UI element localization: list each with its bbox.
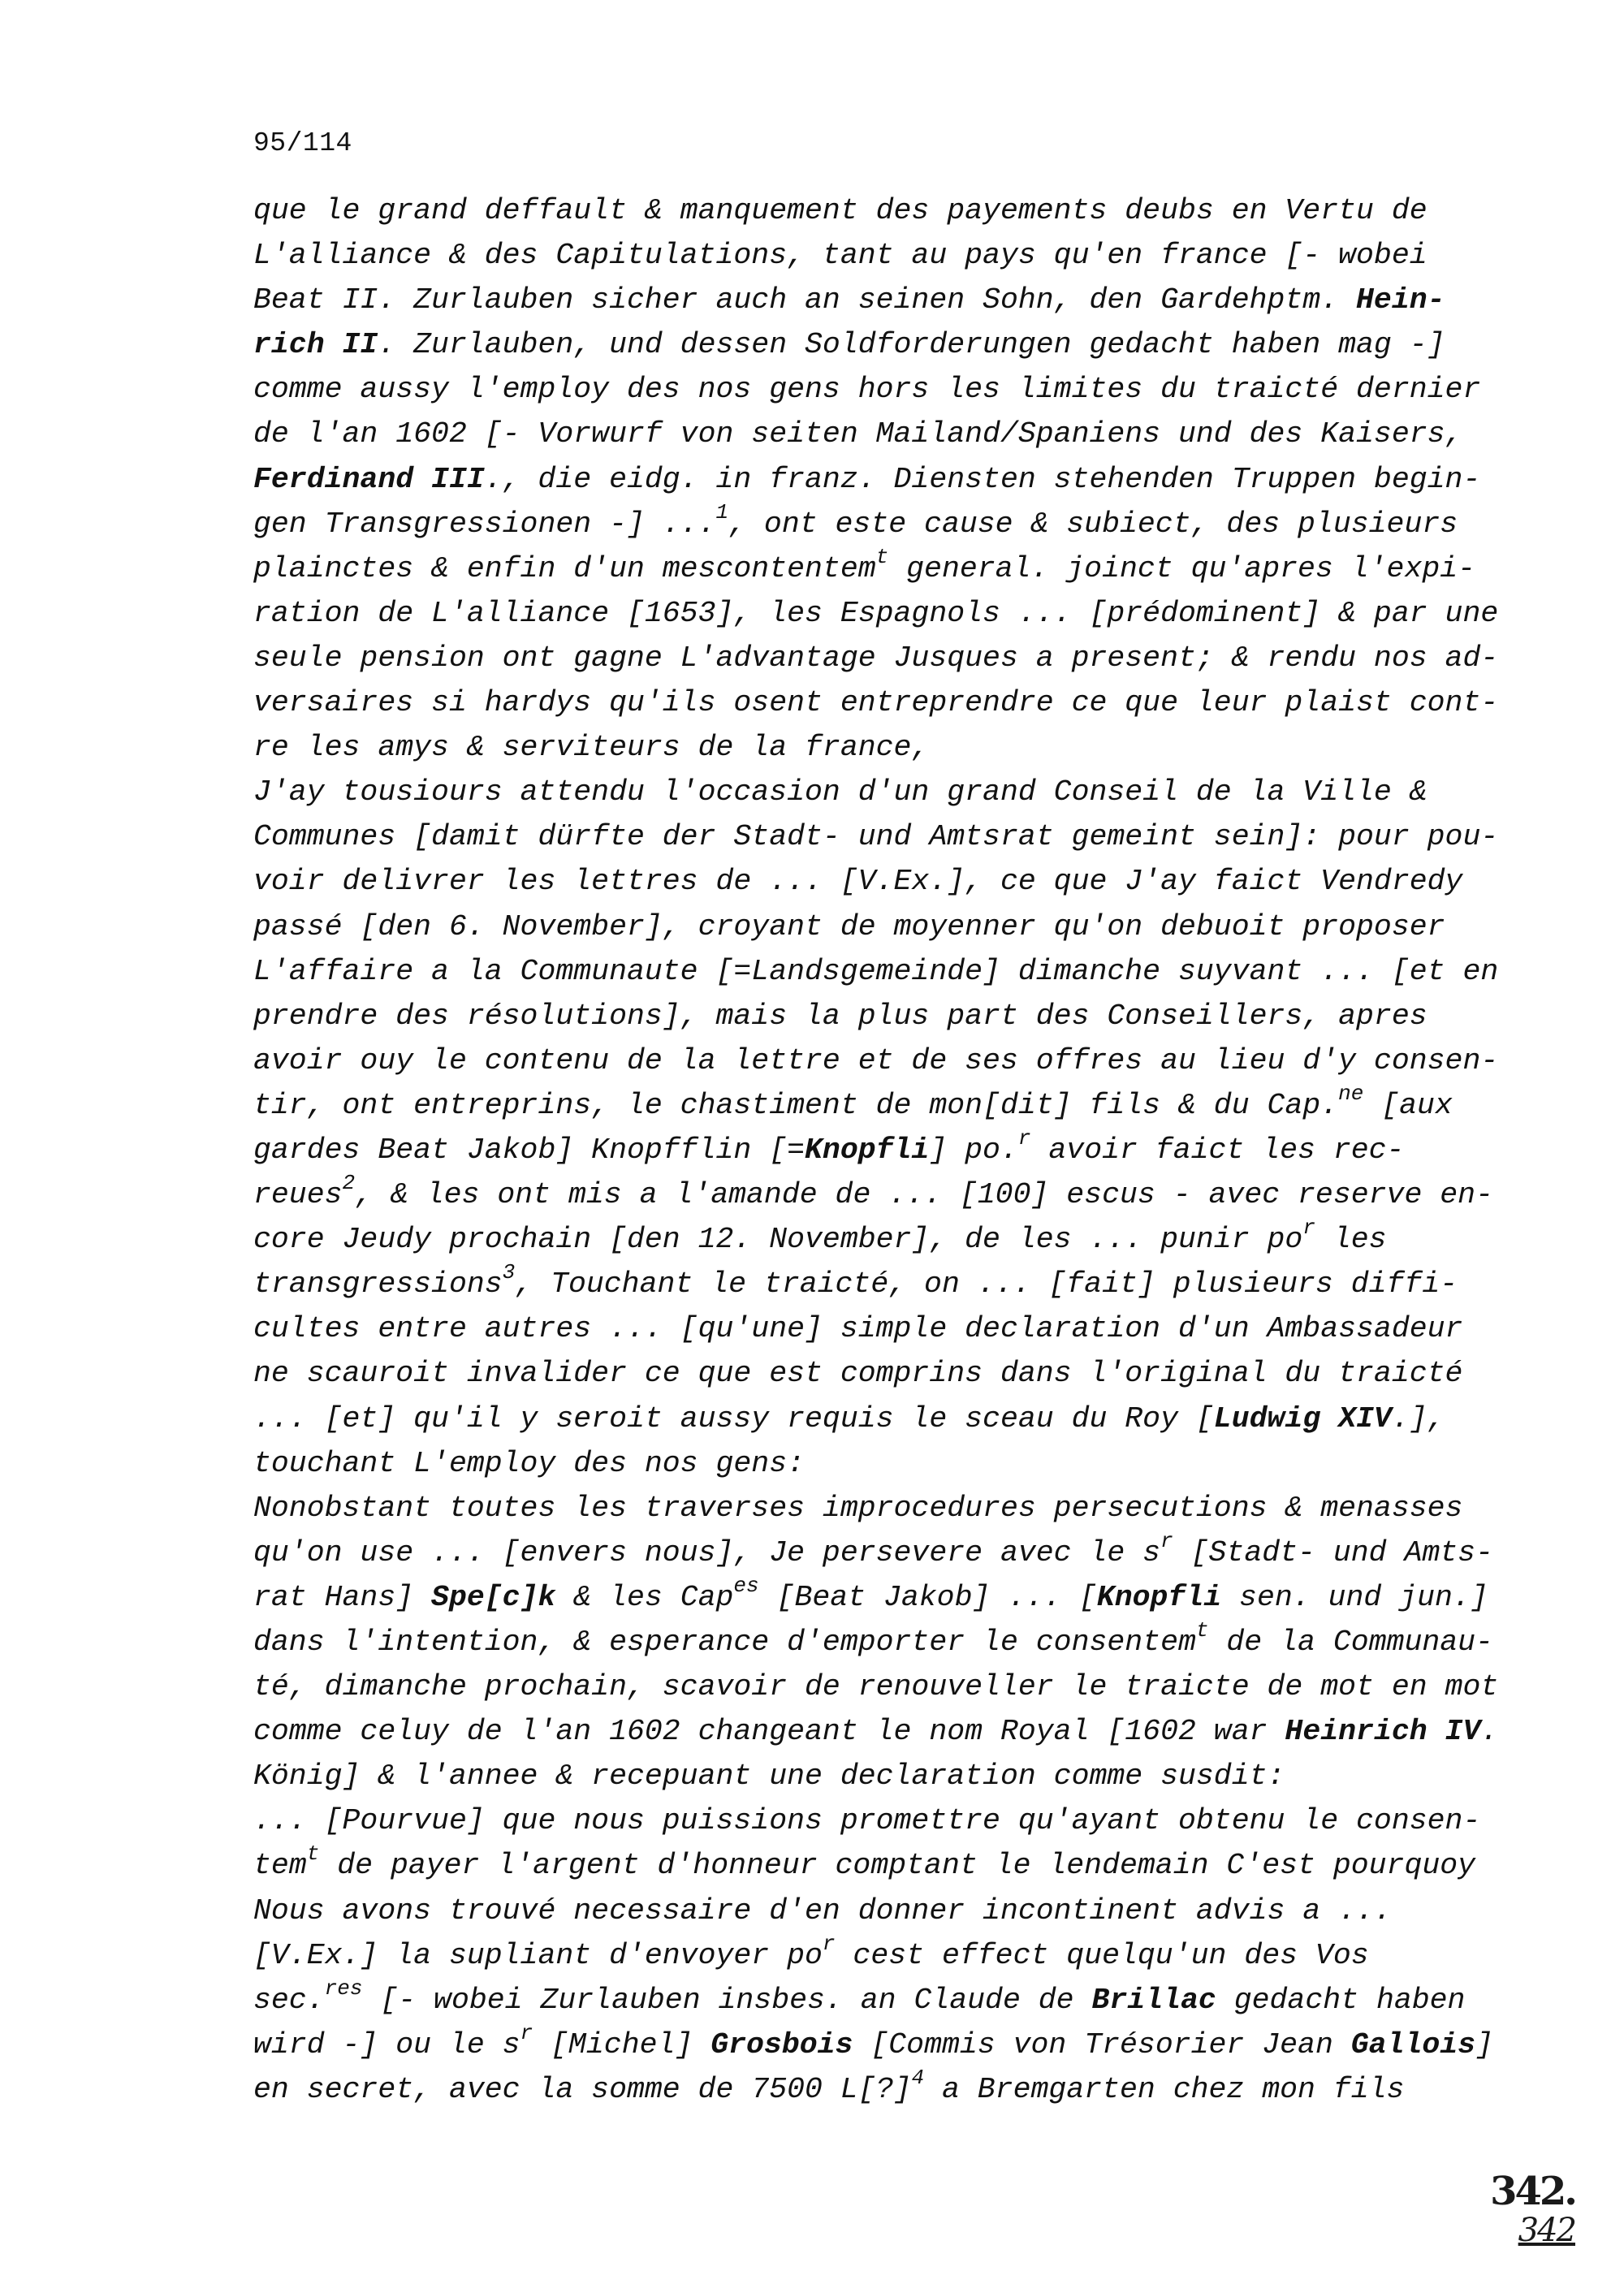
text-line: qu'on use ... [envers nous], Je persevere avec le $s^r$ [Stadt- und Amts- xyxy=(253,1528,1493,1569)
text-line: versaires si hardys qu'ils osent entreprendre ce que leur plaist cont- xyxy=(253,686,1499,720)
text-line: plainctes & enfin d'un mescontentem$^t$ general. joinct qu'apres l'expi- xyxy=(253,544,1476,585)
text-line: de l'an 1602 [- Vorwurf von seiten Mailand/Spaniens und des Kaisers, xyxy=(253,417,1463,451)
text-line: König] & l'annee & recepuant une declaration comme susdit: xyxy=(253,1759,1285,1794)
text-line: té, dimanche prochain, scavoir de renouveller le traicte de mot en mot xyxy=(253,1670,1499,1704)
text-line: comme celuy de l'an 1602 changeant le nom Royal [1602 war Heinrich IV. xyxy=(253,1715,1499,1749)
text-line: L'affaire a la Communaute [=Landsgemeinde] dimanche suyvant ... [et en xyxy=(253,954,1499,988)
text-line: tir, ont entreprins, le chastiment de mon[dit] fils & du Cap.$^{ne}$ [aux xyxy=(253,1081,1453,1122)
text-line: Communes [damit dürfte der Stadt- und Amtsrat gemeint sein]: pour pou- xyxy=(253,820,1499,854)
text-line: que le grand deffault & manquement des payements deubs en Vertu de xyxy=(253,194,1427,227)
page-stamp xyxy=(1490,2170,1575,2247)
handwritten-folio-number: 342 xyxy=(1518,2212,1575,2249)
text-line: ... [et] qu'il y seroit aussy requis le sceau du Roy [Ludwig XIV.], xyxy=(253,1401,1445,1436)
text-line: rich II. Zurlauben, und dessen Soldforderungen gedacht haben mag -] xyxy=(253,328,1445,362)
text-line: ... [Pourvue] que nous puissions promettre qu'ayant obtenu le consen- xyxy=(253,1804,1481,1838)
text-line: ration de L'alliance [1653], les Espagnols ... [prédominent] & par une xyxy=(253,596,1499,630)
text-line: Nous avons trouvé necessaire d'en donner incontinent advis a ... xyxy=(253,1893,1392,1928)
text-line: rat Hans] Spe[c]k & les Cap$^{es}$ [Beat Jakob] ... [Knopfli sen. und jun.] xyxy=(253,1573,1488,1614)
text-line: tem$^t$ de payer l'argent d'honneur comptant le lendemain C'est pourquoy xyxy=(253,1841,1476,1883)
page-reference: 95/114 xyxy=(253,128,352,158)
text-line: wird -] ou le $s^r$ [Michel] Grosbois [Commis von Trésorier Jean Gallois] xyxy=(253,2020,1493,2062)
text-line: dans l'intention, & esperance d'emporter le consentem$^t$ de la Communau- xyxy=(253,1617,1493,1659)
text-line: L'alliance & des Capitulations, tant au pays qu'en france [- wobei xyxy=(253,239,1427,273)
text-line: core Jeudy prochain [den 12. November], de les ... punir $po^r$ les xyxy=(253,1215,1387,1257)
text-line: sec.$^{res}$ [- wobei Zurlauben insbes. an Claude de Brillac gedacht haben xyxy=(253,1975,1466,2017)
letter-body xyxy=(253,188,1504,2112)
text-line: avoir ouy le contenu de la lettre et de ses offres au lieu d'y consen- xyxy=(253,1043,1499,1077)
text-line: Ferdinand III., die eidg. in franz. Diensten stehenden Truppen begin- xyxy=(253,462,1481,496)
text-line: en secret, avec la somme de 7500 L[?]$^4$ a Bremgarten chez mon fils xyxy=(253,2065,1405,2106)
text-line: transgressions$^3$, Touchant le traicté, on ... [fait] plusieurs diffi- xyxy=(253,1260,1458,1302)
text-line: J'ay tousiours attendu l'occasion d'un grand Conseil de la Ville & xyxy=(253,775,1427,810)
text-line: seule pension ont gagne L'advantage Jusques a present; & rendu nos ad- xyxy=(253,641,1499,675)
text-line: passé [den 6. November], croyant de moyenner qu'on debuoit proposer xyxy=(253,909,1445,943)
printed-folio-number: 342. xyxy=(1490,2169,1575,2214)
text-line: prendre des résolutions], mais la plus part des Conseillers, apres xyxy=(253,999,1427,1033)
text-line: reues$^2$, & les ont mis a l'amande de ... [100] escus - avec reserve en- xyxy=(253,1170,1493,1212)
text-line: gardes Beat Jakob] Knopfflin [=Knopfli] po.$^r$ avoir faict les rec- xyxy=(253,1125,1405,1167)
text-line: gen Transgressionen -] ...$^1$, ont este cause & subiect, des plusieurs xyxy=(253,499,1458,541)
text-line: re les amys & serviteurs de la france, xyxy=(253,731,930,765)
text-line: voir delivrer les lettres de ... [V.Ex.], ce que J'ay faict Vendredy xyxy=(253,865,1463,899)
text-line: Beat II. Zurlauben sicher auch an seinen Sohn, den Gardehptm. Hein- xyxy=(253,283,1445,317)
text-line: cultes entre autres ... [qu'une] simple declaration d'un Ambassadeur xyxy=(253,1312,1463,1346)
text-line: touchant L'employ des nos gens: xyxy=(253,1446,806,1480)
text-line: ne scauroit invalider ce que est comprins dans l'original du traicté xyxy=(253,1357,1463,1391)
text-line: comme aussy l'employ des nos gens hors les limites du traicté dernier xyxy=(253,373,1481,407)
text-line: Nonobstant toutes les traverses improcedures persecutions & menasses xyxy=(253,1491,1463,1525)
text-line: [V.Ex.] la supliant d'envoyer $po^r$ cest effect quelqu'un des Vos xyxy=(253,1931,1369,1972)
